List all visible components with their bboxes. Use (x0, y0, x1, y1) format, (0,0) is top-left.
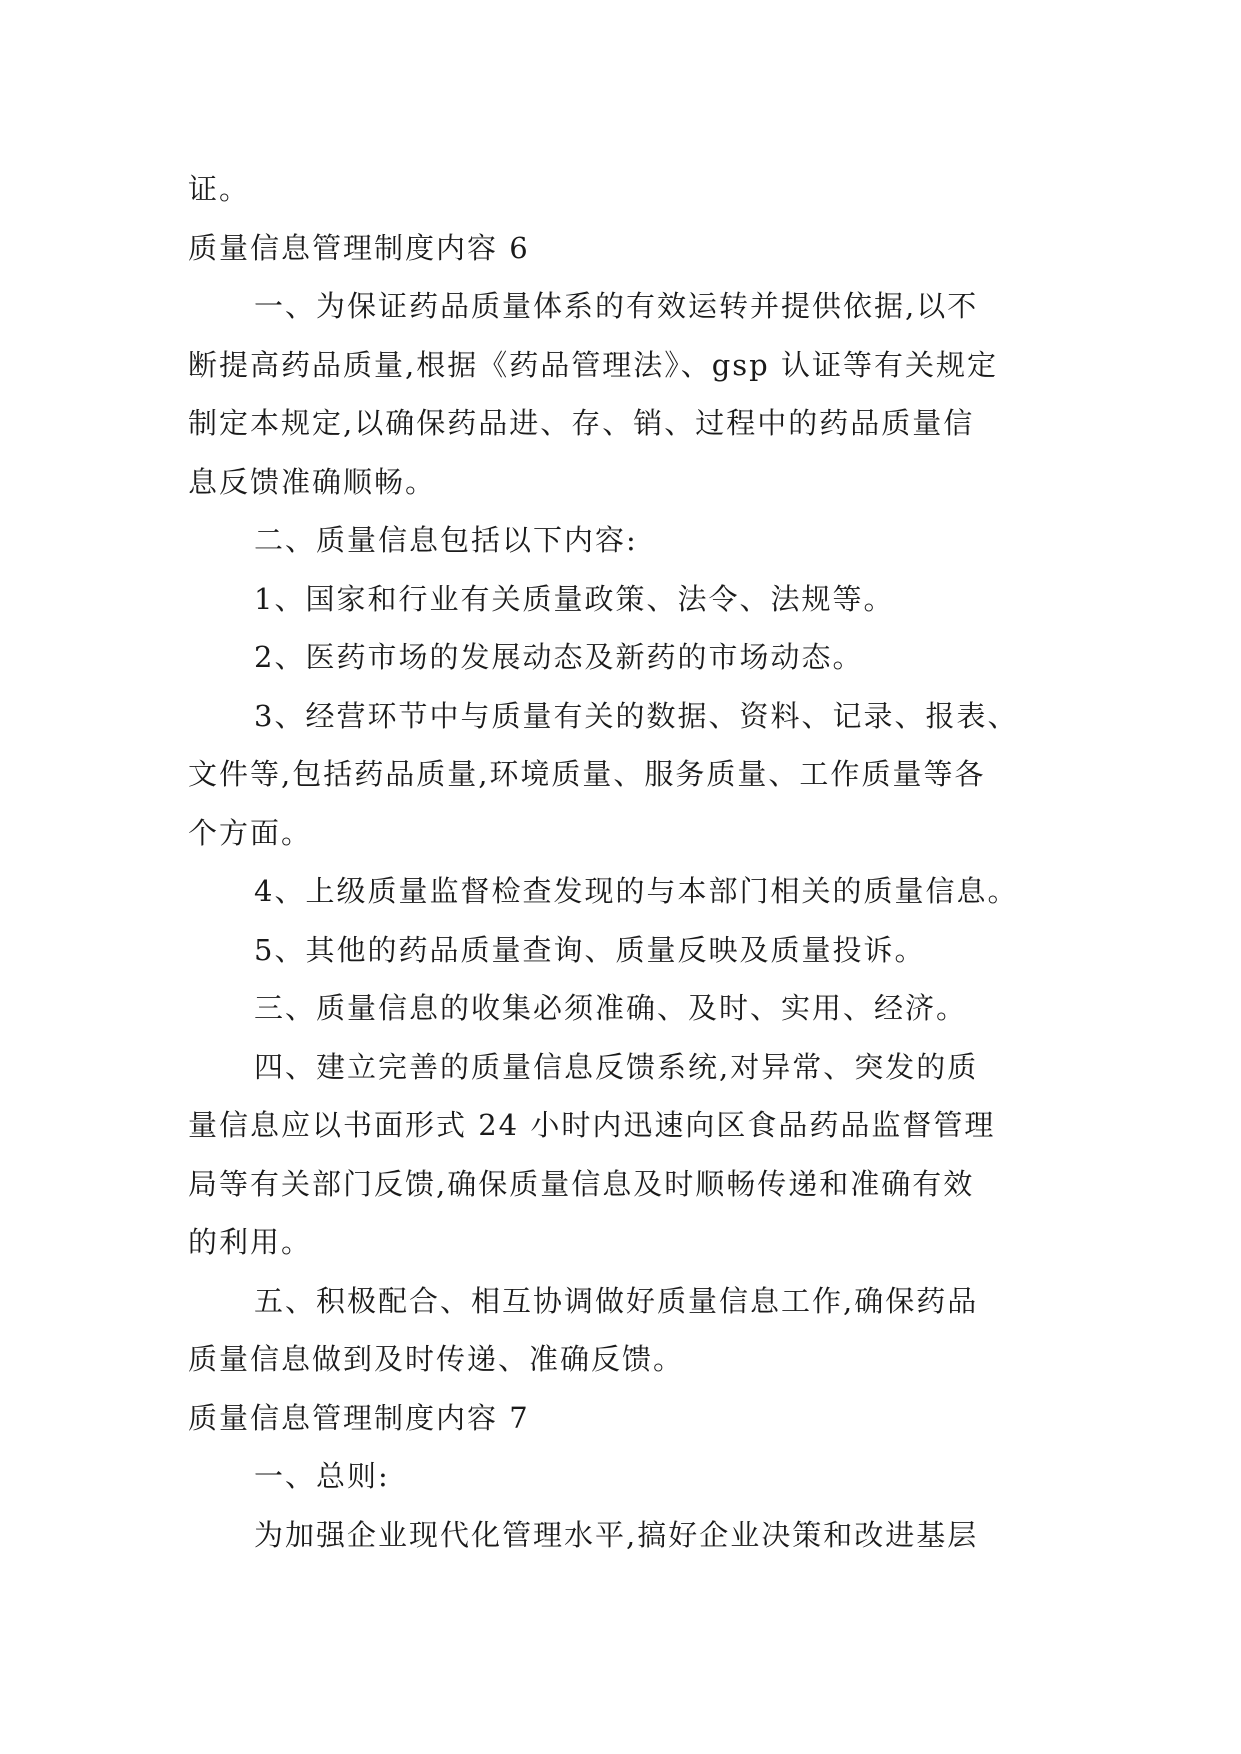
list-item: 5、其他的药品质量查询、质量反映及质量投诉。 (254, 932, 926, 967)
paragraph-line: 三、质量信息的收集必须准确、及时、实用、经济。 (254, 991, 968, 1025)
text-line: 证。 (188, 172, 251, 206)
section-heading: 质量信息管理制度内容 6 (188, 230, 530, 265)
list-item: 1、国家和行业有关质量政策、法令、法规等。 (254, 581, 895, 616)
list-item: 3、经营环节中与质量有关的数据、资料、记录、报表、 (254, 698, 1019, 733)
text-line: 制定本规定,以确保药品进、存、销、过程中的药品质量信 (188, 406, 975, 440)
text-line: 局等有关部门反馈,确保质量信息及时顺畅传递和准确有效 (188, 1166, 975, 1201)
text-line: 文件等,包括药品质量,环境质量、服务质量、工作质量等各 (188, 757, 986, 791)
list-item: 4、上级质量监督检查发现的与本部门相关的质量信息。 (254, 874, 1019, 908)
text-line: 息反馈准确顺畅。 (188, 464, 437, 499)
text-line: 断提高药品质量,根据《药品管理法》、gsp 认证等有关规定 (188, 347, 998, 382)
paragraph-line: 二、质量信息包括以下内容: (254, 523, 638, 557)
paragraph-line: 一、总则: (254, 1459, 390, 1493)
section-heading: 质量信息管理制度内容 7 (188, 1400, 530, 1435)
paragraph-line: 四、建立完善的质量信息反馈系统,对异常、突发的质 (254, 1049, 979, 1084)
text-line: 的利用。 (188, 1225, 313, 1259)
text-line: 量信息应以书面形式 24 小时内迅速向区食品药品监督管理 (188, 1108, 996, 1142)
list-item: 2、医药市场的发展动态及新药的市场动态。 (254, 640, 864, 674)
paragraph-line: 五、积极配合、相互协调做好质量信息工作,确保药品 (254, 1283, 979, 1318)
paragraph-line: 为加强企业现代化管理水平,搞好企业决策和改进基层 (254, 1517, 979, 1552)
text-line: 个方面。 (188, 815, 313, 850)
paragraph-line: 一、为保证药品质量体系的有效运转并提供依据,以不 (254, 289, 979, 323)
document-page (188, 160, 1068, 1564)
text-line: 质量信息做到及时传递、准确反馈。 (188, 1342, 685, 1376)
